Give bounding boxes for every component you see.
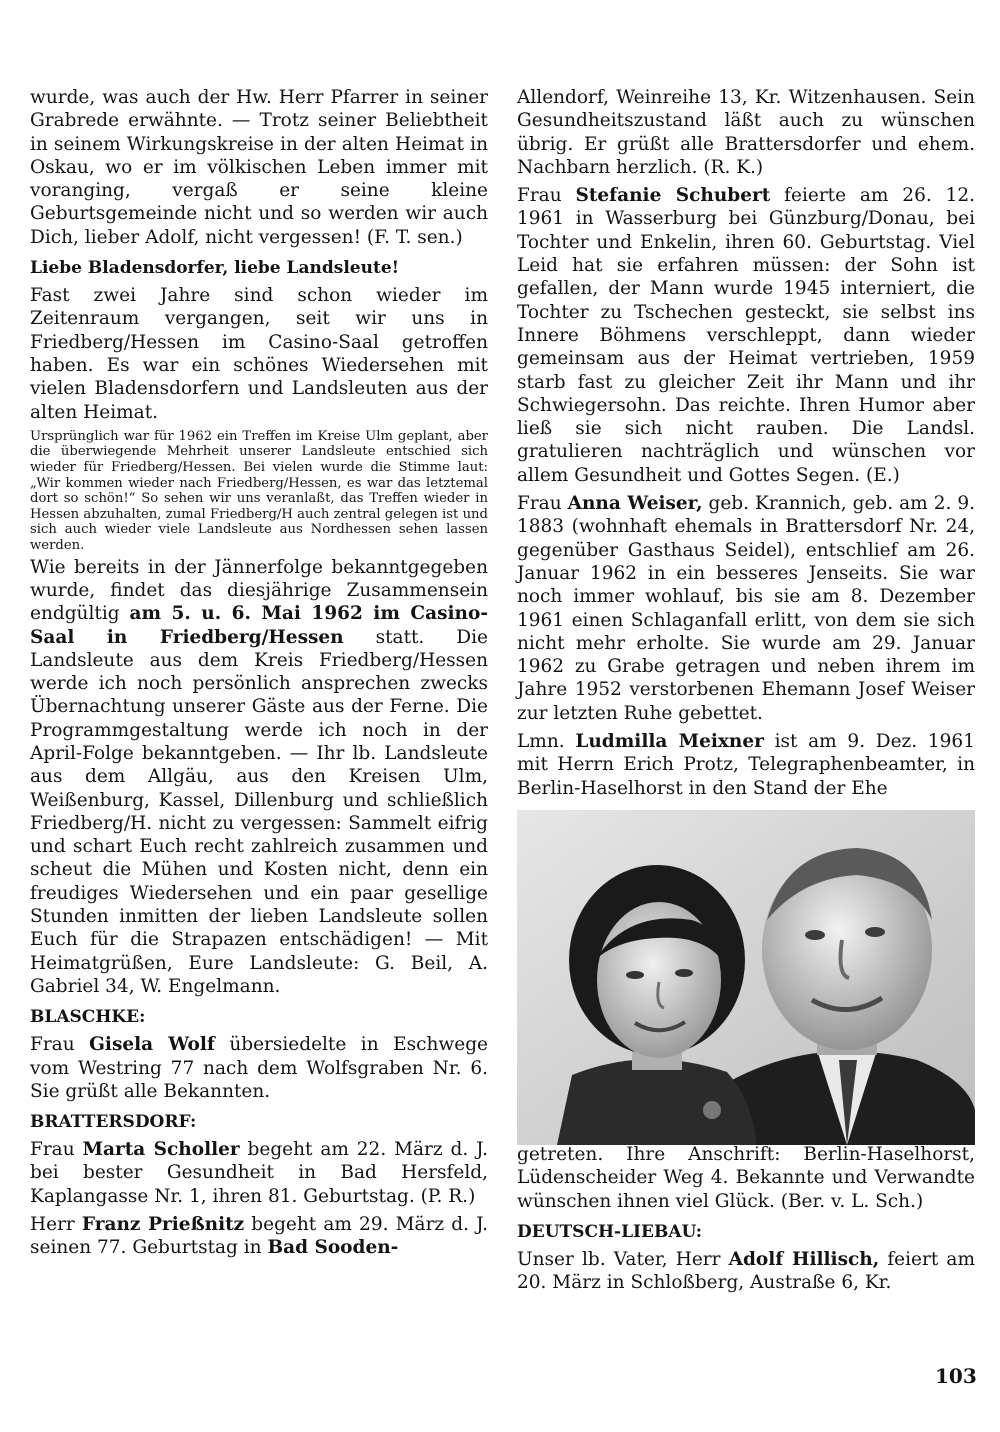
hillisch-name: Adolf Hillisch, [728,1248,880,1270]
meeting-paragraph-1: Fast zwei Jahre sind schon wieder im Zeitenraum vergangen, seit wir uns in Friedberg/Hessen im Casino-Saal getroffen haben. Es war ein schönes Wiedersehen mit vielen Bladensdorfern und Landsleuten aus der alten Heimat. [30,285,488,423]
hillisch-notice [517,1248,975,1295]
priessnitz-notice [30,1213,488,1260]
hillisch-text: feiert am 20. März in Schloßberg, Austraße 6, Kr. [517,1248,976,1294]
schubert-text: feierte am 26. 12. 1961 in Wasserburg bei Günzburg/Donau, bei Tochter und Enkelin, ihren 60. Geburtstag. Viel Leid hat sie erfahren müssen: der Sohn ist gefallen, der Mann wurde 1945 interniert, die Tochter zu Tschechen gesteckt, sie selbst ins Innere Böhmens verschleppt, dann wieder gemeinsam aus der Heimat vertrieben, 1959 starb fast zu gleicher Zeit ihr Mann und ihr Schwiegersohn. Das reichte. Ihren Humor aber ließ sie sich nicht rauben. Die Landsl. gratulieren nachträglich und wünschen vor allem Gesundheit und Gottes Segen. (E.) [517,185,975,486]
wolf-prefix: Frau [30,1034,75,1056]
meeting-text-b: statt. Die Landsleute aus dem Kreis Friedberg/Hessen werde ich noch persönlich ansprechen zwecks Übernachtung unserer Gäste aus der Ferne. Die Programmgestaltung werde ich noch in der April-Folge bekanntgeben. — Ihr lb. Landsleute aus dem Allgäu, aus den Kreisen Ulm, Weißenburg, Kassel, Dillenburg und schließlich Friedberg/H. nicht zu vergessen: Sammelt eifrig und schart Euch recht zahlreich zusammen und scheut die Mühen und Kosten nicht, denn ein freudiges Wiedersehen und ein paar gesellige Stunden inmitten der lieben Landsleute sollen Euch für die Strapazen entschädigen! — Mit Heimatgrüßen, Eure Landsleute: G. Beil, A. Gabriel 34, W. Engelmann. [30,626,488,997]
weiser-notice [517,492,975,725]
meeting-paragraph-2 [30,556,488,999]
wolf-text: übersiedelte in Eschwege vom Westring 77 nach dem Wolfsgraben Nr. 6. Sie grüßt alle Bekannten. [30,1034,488,1102]
schubert-prefix: Frau [517,185,562,207]
scholler-text: begeht am 22. März d. J. bei bester Gesundheit in Bad Hersfeld, Kaplangasse Nr. 1, ihren 81. Geburtstag. (P. R.) [30,1139,488,1207]
right-column [517,86,975,805]
heading-deutsch-liebau: DEUTSCH-LIEBAU: [517,1221,703,1242]
priessnitz-text: begeht am 29. März d. J. seinen 77. Geburtstag in [30,1214,489,1259]
meixner-text: ist am 9. Dez. 1961 mit Herrn Erich Protz, Telegraphenbeamter, in Berlin-Haselhorst in den Stand der Ehe [517,731,975,799]
meixner-notice [517,730,975,800]
weiser-prefix: Frau [517,493,562,515]
meixner-prefix: Lmn. [517,731,565,753]
weiser-text: geb. Krannich, geb. am 2. 9. 1883 (wohnhaft ehemals in Brattersdorf Nr. 24, gegenüber Gasthaus Seidel), entschlief am 26. Januar 1962 in ein besseres Jenseits. Sie war noch immer wohlauf, bis sie am 8. Dezember 1961 einen Schlaganfall erlitt, von dem sie sich nicht mehr erholte. Sie wurde am 29. Januar 1962 zu Grabe getragen und neben ihrem im Jahre 1952 verstorbenen Ehemann Josef Weiser zur letzten Ruhe gebettet. [517,493,975,724]
page-number: 103 [935,1364,977,1388]
heading-landsleute: Liebe Bladensdorfer, liebe Landsleute! [30,258,400,279]
couple-photo-illustration [517,810,975,1145]
obituary-continuation: wurde, was auch der Hw. Herr Pfarrer in seiner Grabrede erwähnte. — Trotz seiner Beliebtheit in seinem Wirkungskreise in der alten Heimat in Oskau, wo er im völkischen Leben immer mit voranging, vergaß er seine kleine Geburtsgemeinde nicht und so werden wir auch Dich, lieber Adolf, nicht vergessen! (F. T. sen.) [30,87,488,248]
scholler-notice [30,1138,488,1208]
scholler-name: Marta Scholler [82,1139,240,1161]
schubert-notice [517,184,975,487]
scholler-prefix: Frau [30,1139,75,1161]
wolf-name: Gisela Wolf [89,1034,215,1056]
prießnitz-continuation: Allendorf, Weinreihe 13, Kr. Witzenhausen. Sein Gesundheitszustand läßt auch zu wünschen übrig. Er grüßt alle Brattersdorfer und ehem. Nachbarn herzlich. (R. K.) [517,87,975,178]
meeting-small-paragraph: Ursprünglich war für 1962 ein Treffen im Kreise Ulm geplant, aber die überwiegende Mehrheit unserer Landsleute entschied sich wieder für Friedberg/Hessen. Bei vielen wurde die Stimme laut: „Wir kommen wieder nach Friedberg/Hessen, es war das letztemal dort so schön!“ So sehen wir uns veranlaßt, das Treffen wieder in Hessen abzuhalten, zumal Friedberg/H auch zentral gelegen ist und sich auch wieder viele Landsleute aus Nordhessen sehen lassen werden. [30,428,488,554]
hillisch-prefix: Unser lb. Vater, Herr [517,1248,721,1270]
priessnitz-place: Bad Sooden- [267,1237,399,1259]
meixner-name: Ludmilla Meixner [575,731,764,753]
heading-blaschke: BLASCHKE: [30,1007,146,1028]
right-column-after-photo [517,1143,975,1299]
priessnitz-prefix: Herr [30,1214,75,1236]
meeting-text-a: Wie bereits in der Jännerfolge bekanntgegeben wurde, findet das diesjährige Zusammensein endgültig [30,556,488,625]
meixner-continuation: getreten. Ihre Anschrift: Berlin-Haselhorst, Lüdenscheider Weg 4. Bekannte und Verwandte wünschen ihnen viel Glück. (Ber. v. L. Sch.) [517,1144,975,1212]
meeting-date-location: am 5. u. 6. Mai 1962 im Casino-Saal in Friedberg/Hessen [30,603,488,648]
schubert-name: Stefanie Schubert [575,185,771,207]
left-column [30,86,488,1265]
heading-brattersdorf: BRATTERSDORF: [30,1112,197,1133]
couple-photo [517,810,975,1145]
wolf-notice [30,1033,488,1103]
weiser-name: Anna Weiser, [567,493,703,515]
priessnitz-name: Franz Prießnitz [81,1214,245,1236]
